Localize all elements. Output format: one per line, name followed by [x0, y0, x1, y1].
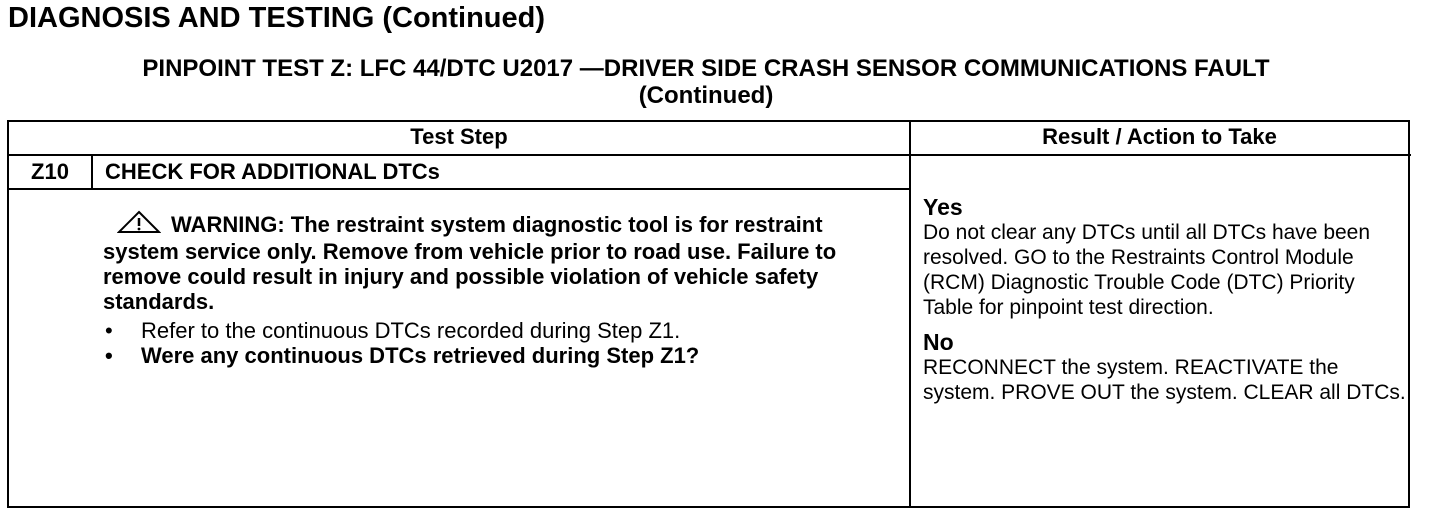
header-rule-right [909, 154, 1411, 156]
result-heading-yes: Yes [923, 194, 963, 220]
pinpoint-test-table [7, 120, 1410, 508]
column-header-test-step: Test Step [410, 124, 508, 149]
warning-block [103, 210, 893, 314]
step-row-rule [9, 188, 909, 190]
warning-triangle-icon [117, 210, 161, 239]
column-divider [909, 122, 911, 506]
bullet-text: Were any continuous DTCs retrieved during Step Z1? [141, 343, 700, 368]
bullet-glyph: • [105, 343, 113, 368]
step-id: Z10 [31, 159, 69, 184]
warning-text: WARNING: The restraint system diagnostic tool is for restraint system service only. Remove from vehicle prior to road use. Failure to remove could result in injury and possible violation of vehicle safety standards. [103, 212, 837, 314]
pinpoint-title-line1: PINPOINT TEST Z: LFC 44/DTC U2017 —DRIVER SIDE CRASH SENSOR COMMUNICATIONS FAULT [142, 55, 1270, 82]
result-action-column [923, 194, 1409, 405]
result-heading-no: No [923, 329, 954, 355]
result-text-no: RECONNECT the system. REACTIVATE the system. PROVE OUT the system. CLEAR all DTCs. [923, 356, 1406, 404]
list-item [103, 343, 893, 368]
page-title: DIAGNOSIS AND TESTING (Continued) [8, 2, 546, 34]
pinpoint-test-title [0, 55, 1412, 109]
result-text-yes: Do not clear any DTCs until all DTCs have been resolved. GO to the Restraints Control Module (RCM) Diagnostic Trouble Code (DTC) Priority Table for pinpoint test direction. [923, 221, 1371, 319]
bullet-text: Refer to the continuous DTCs recorded during Step Z1. [141, 318, 681, 343]
step-bullet-list [103, 318, 893, 368]
column-header-result: Result / Action to Take [1042, 124, 1277, 149]
pinpoint-title-line2: (Continued) [638, 82, 774, 109]
step-id-divider [91, 156, 93, 189]
list-item [103, 318, 893, 343]
bullet-glyph: • [105, 318, 113, 343]
step-title: CHECK FOR ADDITIONAL DTCs [105, 159, 440, 184]
